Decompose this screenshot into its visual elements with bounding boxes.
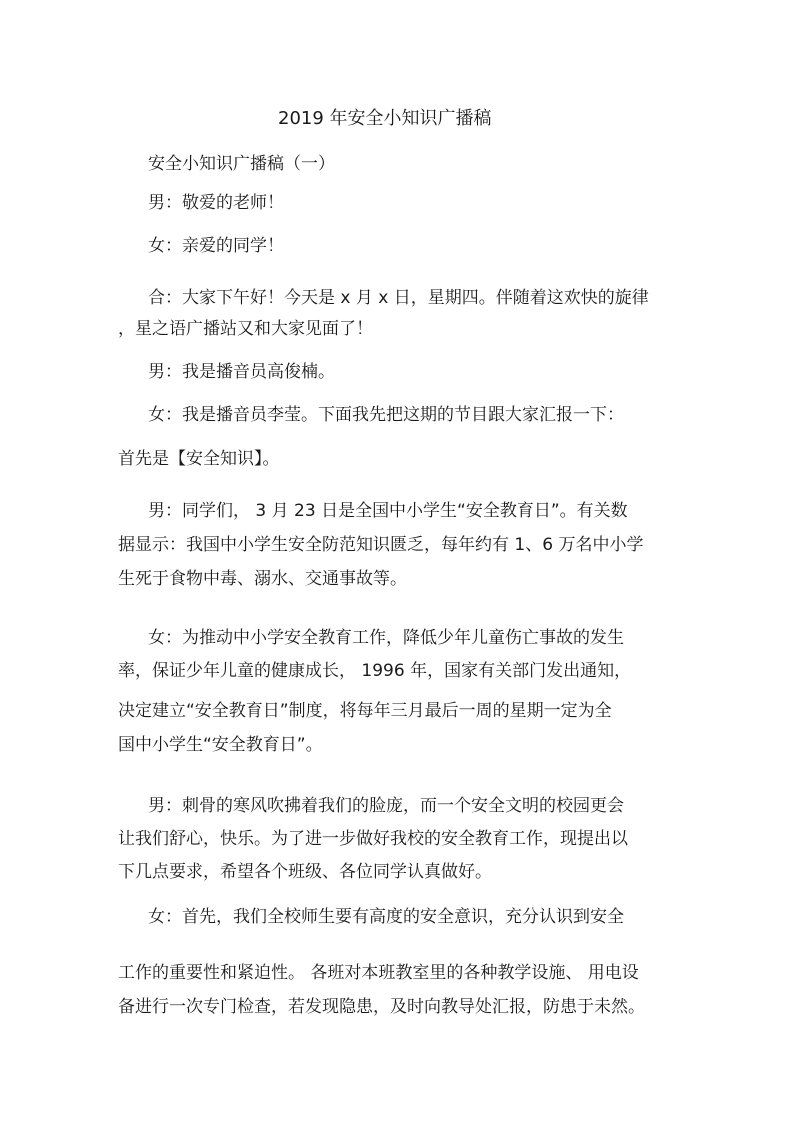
paragraph-line: ，星之语广播站又和大家见面了！	[118, 319, 373, 339]
paragraph-line: 工作的重要性和紧迫性。 各班对本班教室里的各种教学设施、 用电设	[118, 963, 639, 983]
paragraph-line: 据显示：我国中小学生安全防范知识匮乏，每年约有 1、6 万名中小学	[118, 535, 644, 555]
paragraph-line: 国中小学生“安全教育日”。	[118, 735, 323, 755]
paragraph-line: 女：为推动中小学安全教育工作，降低少年儿童伤亡事故的发生	[148, 628, 624, 648]
paragraph-line: 女：亲爱的同学！	[148, 236, 284, 256]
paragraph-line: 安全小知识广播稿（一）	[148, 154, 335, 174]
paragraph-line: 合：大家下午好！今天是 x 月 x 日，星期四。伴随着这欢快的旋律	[148, 288, 649, 308]
paragraph-line: 备进行一次专门检查，若发现隐患，及时向教导处汇报，防患于未然。	[118, 997, 645, 1017]
paragraph-line: 下几点要求，希望各个班级、各位同学认真做好。	[118, 862, 492, 882]
paragraph-line: 生死于食物中毒、溺水、交通事故等。	[118, 569, 407, 589]
paragraph-line: 决定建立“安全教育日”制度，将每年三月最后一周的星期一定为全	[118, 701, 612, 721]
paragraph-line: 女：我是播音员李莹。下面我先把这期的节目跟大家汇报一下：	[148, 405, 624, 425]
paragraph-line: 率，保证少年儿童的健康成长， 1996 年，国家有关部门发出通知，	[118, 661, 632, 681]
paragraph-line: 女：首先，我们全校师生要有高度的安全意识，充分认识到安全	[148, 907, 624, 927]
paragraph-line: 首先是【安全知识】。	[118, 449, 280, 469]
paragraph-line: 男：我是播音员高俊楠。	[148, 362, 335, 382]
paragraph-line: 男：同学们， 3 月 23 日是全国中小学生“安全教育日”。有关数	[148, 501, 628, 521]
document-title: 2019 年安全小知识广播稿	[278, 108, 492, 129]
paragraph-line: 让我们舒心，快乐。为了进一步做好我校的安全教育工作，现提出以	[118, 829, 628, 849]
paragraph-line: 男：刺骨的寒风吹拂着我们的脸庞，而一个安全文明的校园更会	[148, 796, 624, 816]
paragraph-line: 男：敬爱的老师！	[148, 193, 284, 213]
